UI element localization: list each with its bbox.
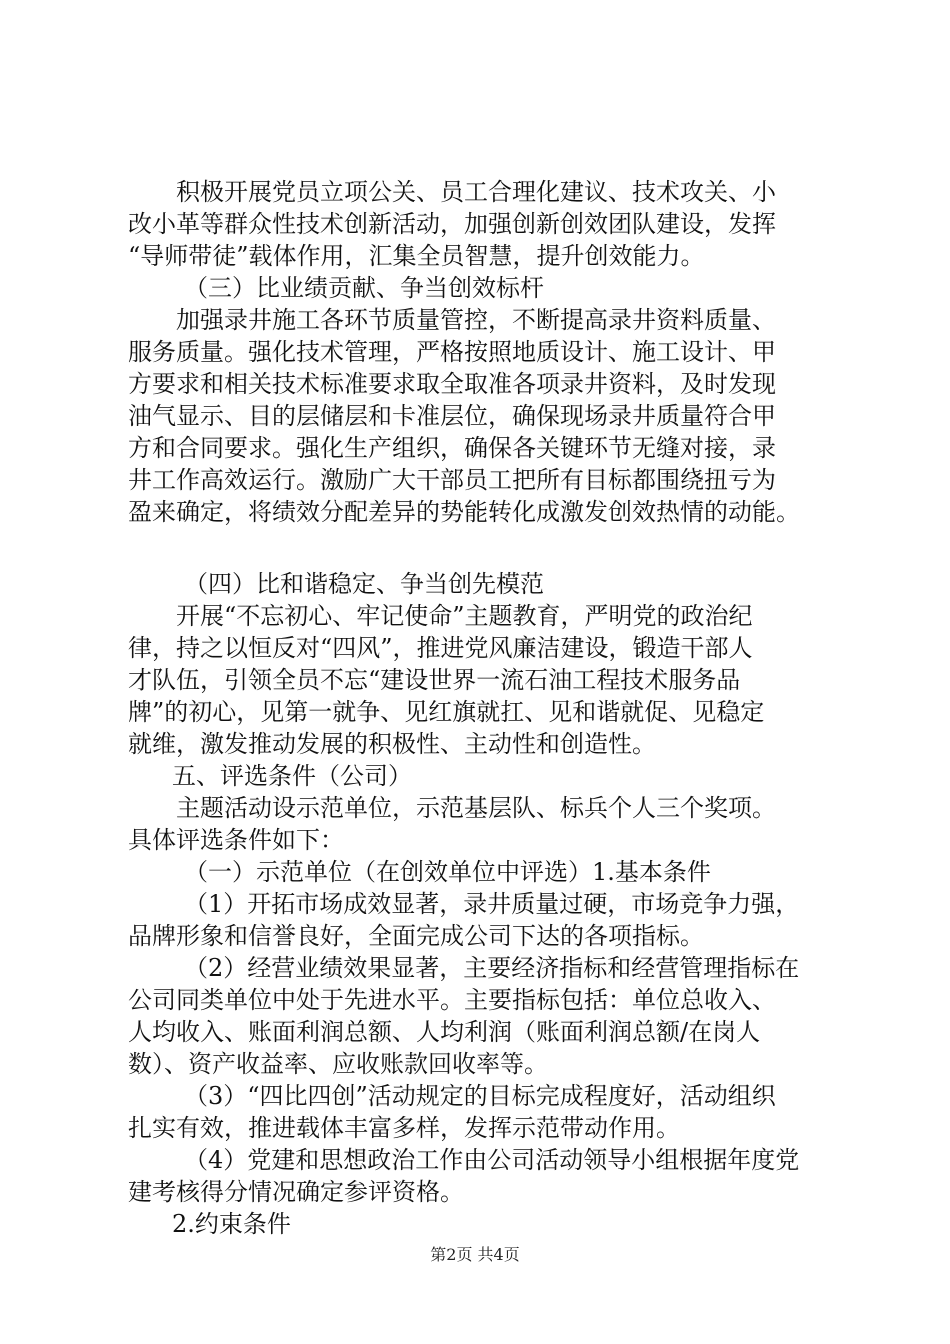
subsection-heading: （一）示范单位（在创效单位中评选）1.基本条件 [184,858,711,886]
paragraph-line: （3）“四比四创”活动规定的目标完成程度好，活动组织 [184,1082,776,1110]
page-footer: 第2页 共4页 [430,1245,520,1264]
paragraph-line: 方要求和相关技术标准要求取全取准各项录井资料，及时发现 [128,370,776,398]
paragraph-line: 扎实有效，推进载体丰富多样，发挥示范带动作用。 [128,1114,680,1142]
subsection-heading: 2.约束条件 [172,1210,291,1238]
paragraph-line: 公司同类单位中处于先进水平。主要指标包括：单位总收入、 [128,986,776,1014]
paragraph-line: 井工作高效运行。激励广大干部员工把所有目标都围绕扭亏为 [128,466,776,494]
paragraph-line: （1）开拓市场成效显著，录井质量过硬，市场竞争力强， [184,890,800,918]
paragraph-line: 开展“不忘初心、牢记使命”主题教育，严明党的政治纪 [176,602,753,630]
paragraph-line: 盈来确定，将绩效分配差异的势能转化成激发创效热情的动能。 [128,498,800,526]
paragraph-line: 品牌形象和信誉良好，全面完成公司下达的各项指标。 [128,922,704,950]
paragraph-line: 主题活动设示范单位，示范基层队、标兵个人三个奖项。 [176,794,776,822]
paragraph-line: 才队伍，引领全员不忘“建设世界一流石油工程技术服务品 [128,666,741,694]
paragraph-line: 人均收入、账面利润总额、人均利润（账面利润总额/在岗人 [128,1018,761,1046]
paragraph-line: 加强录井施工各环节质量管控，不断提高录井资料质量、 [176,306,776,334]
section-heading: 五、评选条件（公司） [172,762,412,790]
paragraph-line: 具体评选条件如下： [128,826,344,854]
paragraph-line: “导师带徒”载体作用，汇集全员智慧，提升创效能力。 [128,242,705,270]
paragraph-line: 服务质量。强化技术管理，严格按照地质设计、施工设计、甲 [128,338,776,366]
paragraph-line: 油气显示、目的层储层和卡准层位，确保现场录井质量符合甲 [128,402,776,430]
paragraph-gap [128,528,843,568]
paragraph-line: （4）党建和思想政治工作由公司活动领导小组根据年度党 [184,1146,800,1174]
document-body [128,176,843,1240]
paragraph-line: 牌”的初心，见第一就争、见红旗就扛、见和谐就促、见稳定 [128,698,765,726]
section-heading: （四）比和谐稳定、争当创先模范 [184,570,544,598]
section-heading: （三）比业绩贡献、争当创效标杆 [184,274,544,302]
paragraph-line: 方和合同要求。强化生产组织，确保各关键环节无缝对接，录 [128,434,776,462]
paragraph-line: 律，持之以恒反对“四风”，推进党风廉洁建设，锻造干部人 [128,634,753,662]
paragraph-line: 数）、资产收益率、应收账款回收率等。 [128,1050,548,1078]
paragraph-line: 就维，激发推动发展的积极性、主动性和创造性。 [128,730,656,758]
paragraph-line: 改小革等群众性技术创新活动，加强创新创效团队建设，发挥 [128,210,776,238]
paragraph-line: （2）经营业绩效果显著，主要经济指标和经营管理指标在 [184,954,800,982]
paragraph-line: 积极开展党员立项公关、员工合理化建议、技术攻关、小 [176,178,776,206]
paragraph-line: 建考核得分情况确定参评资格。 [128,1178,464,1206]
